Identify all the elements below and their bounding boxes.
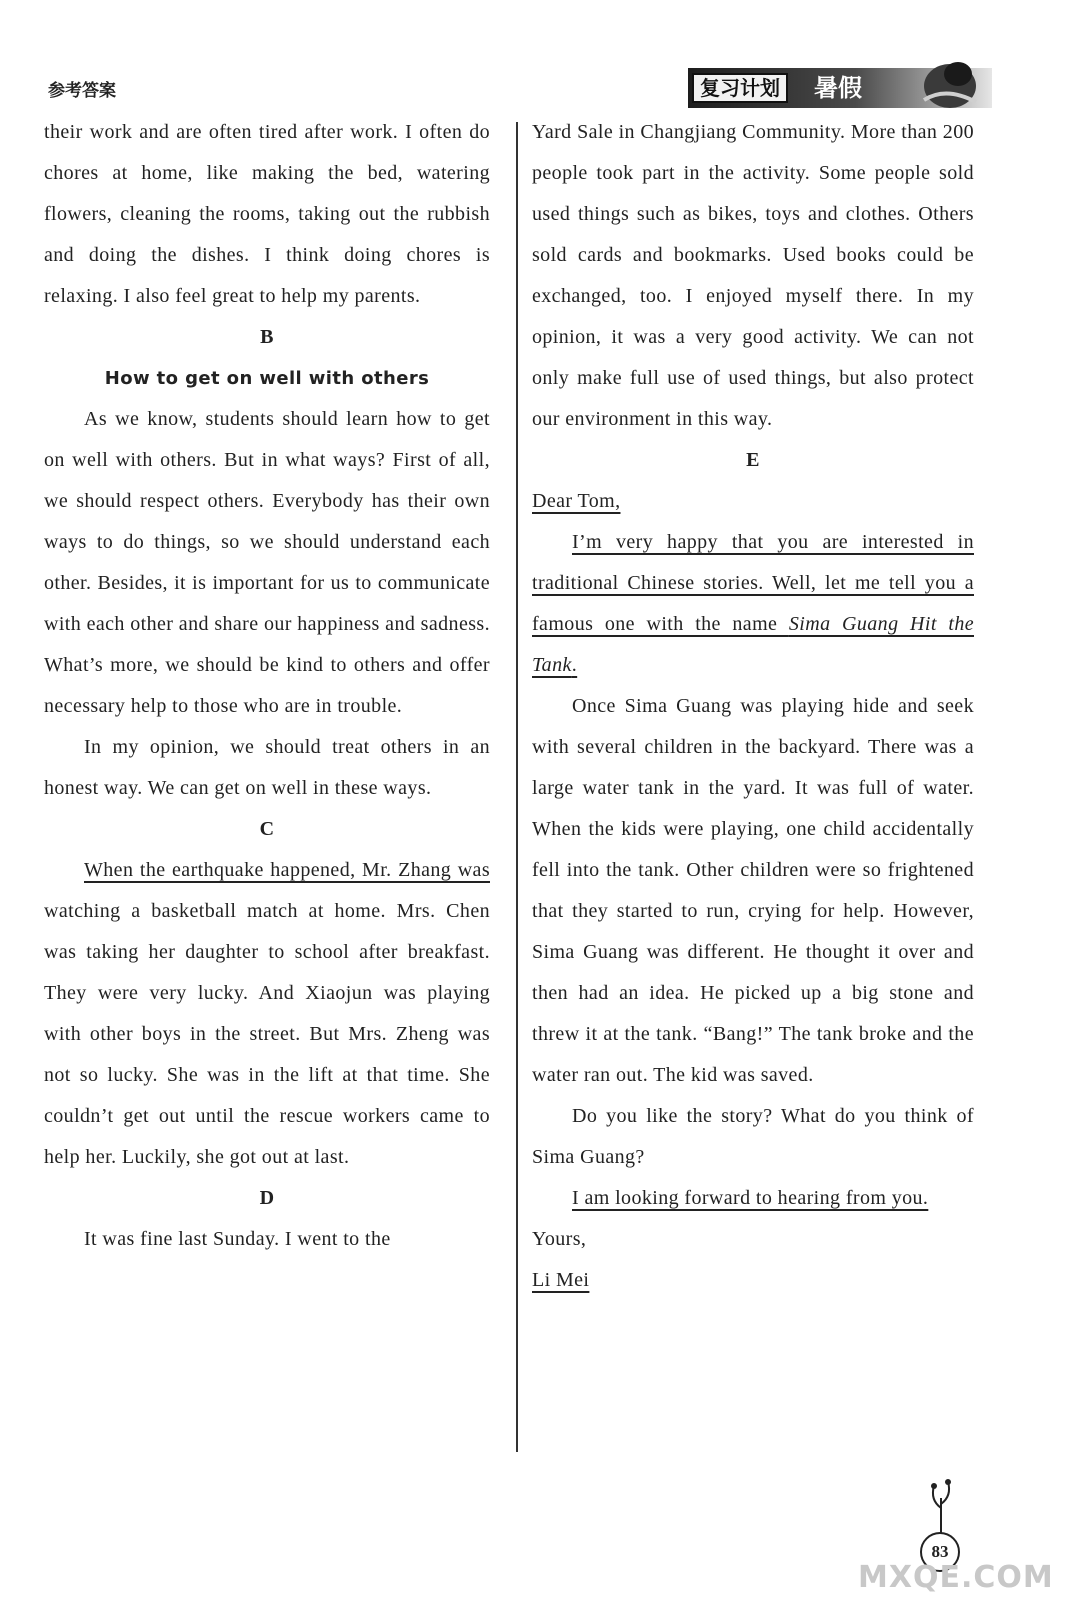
header-label: 参考答案 bbox=[48, 81, 116, 101]
series-banner bbox=[688, 68, 992, 108]
story-title: Sima Guang Hit the Tank bbox=[532, 613, 974, 676]
section-d-continuation: Yard Sale in Changjiang Community. More than 200 people took part in the activity. Some people sold used things such as bikes, toys and clothes. Others sold cards and bookmarks. Used books could be exchanged, too. I enjoyed myself there. In my opinion, it was a very good activity. We can not only make full use of used things, but also protect our environment in this way. bbox=[532, 121, 974, 430]
letter-intro-end: . bbox=[571, 654, 578, 676]
section-b-label: B bbox=[260, 326, 274, 348]
letter-signature bbox=[532, 1260, 974, 1301]
section-c-label: C bbox=[259, 818, 275, 840]
section-a-continuation: their work and are often tired after work. I often do chores at home, like making the bed, watering flowers, cleaning the rooms, taking out the rubbish and doing the dishes. I think doing chores is relaxing. I also feel great to help my parents. bbox=[44, 121, 490, 307]
letter-greeting bbox=[532, 481, 974, 522]
right-column bbox=[532, 112, 974, 1301]
section-d-label: D bbox=[259, 1187, 275, 1209]
banner-decoration-icon bbox=[910, 56, 982, 114]
banner-season: 暑假 bbox=[814, 74, 862, 102]
letter-question: Do you like the story? What do you think of Sima Guang? bbox=[532, 1105, 974, 1168]
column-divider bbox=[516, 122, 518, 1452]
letter-story: Once Sima Guang was playing hide and seek with several children in the backyard. There was a large water tank in the yard. It was full of water. When the kids were playing, one child accidentally fell into the tank. Other children were so frightened that they started to run, crying for help. However, Sima Guang was different. He thought it over and then had an idea. He picked up a big stone and threw it at the tank. “Bang!” The tank broke and the water ran out. The kid was saved. bbox=[532, 695, 974, 1086]
page-number-decoration-icon bbox=[926, 1478, 956, 1534]
letter-intro-text: I’m very happy that you are interested in traditional Chinese stories. Well, let me tell you a famous one with the name bbox=[532, 531, 974, 635]
watermark: MXQE.COM bbox=[858, 1560, 1054, 1595]
section-b-paragraph-1: As we know, students should learn how to get on well with others. But in what ways? First of all, we should respect others. Everybody has their own ways to do things, so we should understand each other. Besides, it is important for us to communicate with each other and share our happiness and sadness. What’s more, we should be kind to others and offer necessary help to those who are in trouble. bbox=[44, 408, 490, 717]
letter-closing bbox=[532, 1178, 974, 1219]
section-d-paragraph-start: It was fine last Sunday. I went to the bbox=[84, 1228, 391, 1250]
section-c-text: watching a basketball match at home. Mrs. Chen was taking her daughter to school after breakfast. They were very lucky. And Xiaojun was playing with other boys in the street. But Mrs. Zheng was not so lucky. She was in the lift at that time. She couldn’t get out until the rescue workers came to help her. Luckily, she got out at last. bbox=[44, 900, 490, 1168]
section-b-title: How to get on well with others bbox=[104, 368, 430, 389]
letter-greeting-text: Dear Tom, bbox=[532, 490, 621, 512]
section-c-paragraph bbox=[44, 850, 490, 1178]
banner-title-box: 复习计划 bbox=[692, 73, 788, 103]
page-number: 83 bbox=[920, 1532, 960, 1572]
letter-closing-text: I am looking forward to hearing from you. bbox=[572, 1187, 929, 1209]
section-b-paragraph-2: In my opinion, we should treat others in an honest way. We can get on well in these ways. bbox=[44, 736, 490, 799]
section-c-underlined-text: When the earthquake happened, Mr. Zhang was bbox=[84, 859, 490, 881]
left-column bbox=[44, 112, 490, 1260]
letter-signature-text: Li Mei bbox=[532, 1269, 590, 1291]
letter-signoff: Yours, bbox=[532, 1228, 587, 1250]
letter-intro bbox=[532, 522, 974, 686]
section-e-label: E bbox=[746, 449, 760, 471]
